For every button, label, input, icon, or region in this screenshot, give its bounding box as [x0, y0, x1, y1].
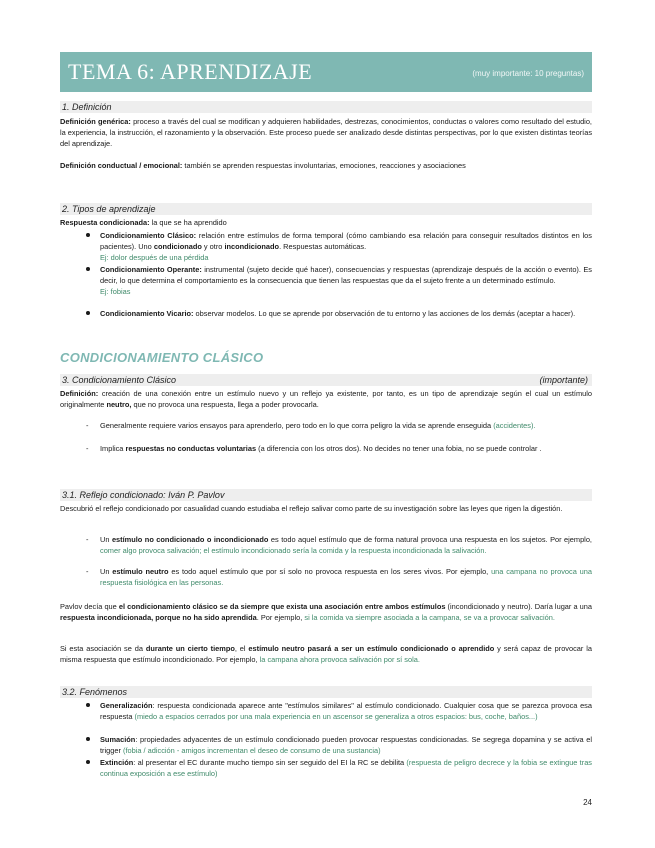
dash-text: Generalmente requiere varios ensayos para aprenderlo, pero todo en lo que corra peligro la vida se aprende enseguida — [100, 421, 494, 430]
item-text: : al presentar el EC durante mucho tiempo sin ser seguido del EI la RC se debilita — [133, 758, 407, 767]
item-text: relación entre estímulos de forma temporal (cómo cambiando esa relación para conseguir resultados distintos en los pacientes). Uno — [100, 231, 592, 251]
paragraph-text: Si esta asociación se da — [60, 644, 146, 653]
dash-marker: - — [86, 567, 89, 576]
paragraph-text: (incondicionado y neutro). Daría lugar a una — [445, 602, 592, 611]
paragraph-bold: estímulo neutro pasará a ser un estímulo condicionado o aprendido — [248, 644, 495, 653]
chapter-title: TEMA 6: APRENDIZAJE — [68, 59, 313, 84]
item-label: Condicionamiento Operante: — [100, 265, 202, 274]
dash-text: (a diferencia con los otros dos). No decides no tener una fobia, no se puede controlar . — [256, 444, 542, 453]
item-label: Extinción — [100, 758, 134, 767]
definicion-conductual-text: también se aprenden respuestas involuntarias, emociones, reacciones y asociaciones — [182, 161, 466, 170]
list-item-condicionamiento-clasico — [100, 230, 592, 263]
item-example: (miedo a espacios cerrados por una mala experiencia en un ascensor se generaliza a otros espacios: bus, coche, baños...) — [134, 712, 538, 721]
respuesta-condicionada-text: la que se ha aprendido — [149, 218, 227, 227]
dash-text: Un — [100, 567, 113, 576]
chapter-importance-note: (muy importante: 10 preguntas) — [472, 69, 584, 78]
item-text: : respuesta condicionada aparece ante "estímulos similares" al estímulo condicionado. Cualquier cosa que se parezca provoca esa respuesta — [100, 701, 592, 721]
section-heading-text: 3. Condicionamiento Clásico — [62, 375, 177, 385]
dash-example: (accidentes). — [493, 421, 536, 430]
dash-item-estimulo-incondicionado — [86, 534, 592, 556]
paragraph-text: , el — [234, 644, 249, 653]
item-text: . Respuestas automáticas. — [279, 242, 367, 251]
section-heading-condicionamiento-clasico — [60, 374, 592, 386]
pavlov-asociacion-paragraph — [60, 601, 592, 623]
item-example: Ej: fobias — [100, 287, 131, 296]
item-bold: condicionado — [153, 242, 202, 251]
dash-marker: - — [86, 421, 89, 430]
dash-text: Un — [100, 535, 112, 544]
dash-item-respuestas — [86, 443, 592, 454]
section-heading-fenomenos: 3.2. Fenómenos — [60, 686, 592, 698]
paragraph-bold: respuesta incondicionada, porque no ha sido aprendida — [60, 613, 257, 622]
list-item-generalizacion — [100, 700, 592, 722]
dash-text: Implica — [100, 444, 126, 453]
dash-item-ensayos — [86, 420, 592, 431]
definicion-paragraph — [60, 388, 592, 410]
list-item-extincion — [100, 757, 592, 779]
section-heading-definicion: 1. Definición — [60, 101, 592, 113]
page-number: 24 — [583, 798, 592, 807]
dash-text: es todo aquel estímulo que por sí solo no provoca respuesta en los seres vivos. Por ejemplo, — [168, 567, 492, 576]
section-heading-reflejo-condicionado: 3.1. Reflejo condicionado: Iván P. Pavlov — [60, 489, 592, 501]
dash-example: una campana no provoca una respuesta fisiológica en las personas. — [100, 567, 592, 587]
respuesta-condicionada-label: Respuesta condicionada: — [60, 218, 150, 227]
definicion-generica-paragraph — [60, 116, 592, 149]
dash-item-estimulo-neutro — [86, 566, 592, 588]
pavlov-intro-paragraph: Descubrió el reflejo condicionado por casualidad cuando estudiaba el reflejo salivar como parte de su investigación sobre las leyes que rigen la digestión. — [60, 504, 563, 513]
item-example: (respuesta de peligro decrece y la fobia se extingue tras continua exposición a ese estímulo) — [100, 758, 592, 778]
paragraph-text: . Por ejemplo, — [256, 613, 305, 622]
paragraph-text: y será capaz de provocar la misma respuesta que estímulo incondicionado. Por ejemplo, — [60, 644, 592, 664]
dash-text: es todo aquel estímulo que de forma natural provoca una respuesta en los sujetos. Por ejemplo, — [268, 535, 592, 544]
dash-marker: - — [86, 444, 89, 453]
paragraph-text: Pavlov decía que — [60, 602, 119, 611]
definicion-text: que no provoca una respuesta, llega a poder provocarla. — [131, 400, 319, 409]
paragraph-bold: durante un cierto tiempo — [145, 644, 235, 653]
condicionamiento-clasico-heading: CONDICIONAMIENTO CLÁSICO — [60, 350, 264, 365]
definicion-text: creación de una conexión entre un estímulo nuevo y un reflejo ya existente, por tanto, es un tipo de aprendizaje según el cual un estímulo originalmente — [60, 389, 592, 409]
respuesta-condicionada-line — [60, 217, 592, 228]
item-text: : propiedades adyacentes de un estímulo condicionado pueden provocar respuestas condicionadas. Se segrega dopamina y se activa el trigger — [100, 735, 592, 755]
chapter-title-bar — [60, 52, 592, 92]
item-example: Ej: dolor después de una pérdida — [100, 253, 209, 262]
section-heading-tipos: 2. Tipos de aprendizaje — [60, 203, 592, 215]
item-label: Generalización — [100, 701, 153, 710]
item-label: Condicionamiento Clásico: — [100, 231, 197, 240]
item-label: Condicionamiento Vicario: — [100, 309, 194, 318]
dash-bold: respuestas no conductas voluntarias — [125, 444, 257, 453]
definicion-label: Definición: — [60, 389, 99, 398]
definicion-generica-label: Definición genérica: — [60, 117, 131, 126]
paragraph-example: si la comida va siempre asociada a la campana, se va a provocar salivación. — [304, 613, 555, 622]
dash-example: comer algo provoca salivación; el estímulo incondicionado sería la comida y la respuesta incondicionada la salivación. — [100, 546, 487, 555]
paragraph-bold: el condicionamiento clásico se da siempre que exista una asociación entre ambos estímulos — [118, 602, 446, 611]
list-item-sumacion — [100, 734, 592, 756]
definicion-conductual-label: Definición conductual / emocional: — [60, 161, 183, 170]
dash-bold: estímulo neutro — [112, 567, 169, 576]
list-item-condicionamiento-vicario — [100, 308, 592, 319]
item-text: instrumental (sujeto decide qué hacer), consecuencias y respuestas (aprendizaje después de la acción o evento). Es decir, lo que determina el comportamiento es la consecuencia que tienen las respuestas que da el sujeto frente a un determinado estímulo. — [100, 265, 592, 285]
importance-label: (importante) — [539, 375, 588, 385]
item-bold: incondicionado — [224, 242, 280, 251]
estimulo-condicionado-paragraph — [60, 643, 592, 665]
dash-bold: estímulo no condicionado o incondicionado — [111, 535, 269, 544]
definicion-conductual-paragraph — [60, 160, 592, 171]
item-text: y otro — [201, 242, 225, 251]
list-item-condicionamiento-operante — [100, 264, 592, 297]
item-text: observar modelos. Lo que se aprende por observación de tu entorno y las acciones de los demás (aceptar a hacer). — [193, 309, 576, 318]
definicion-bold: neutro, — [106, 400, 132, 409]
item-example: (fobia / adicción - amigos incrementan el deseo de consumo de una sustancia) — [123, 746, 381, 755]
paragraph-example: la campana ahora provoca salivación por sí sola. — [259, 655, 420, 664]
item-label: Sumación — [100, 735, 136, 744]
definicion-generica-text: proceso a través del cual se modifican y adquieren habilidades, destrezas, conocimientos, conductas o valores como resultado del estudio, la experiencia, la instrucción, el razonamiento y la observación. Este proceso puede ser analizado desde distintas perspectivas, por lo que existen distintas teorías del aprendizaje. — [60, 117, 593, 148]
dash-marker: - — [86, 535, 89, 544]
